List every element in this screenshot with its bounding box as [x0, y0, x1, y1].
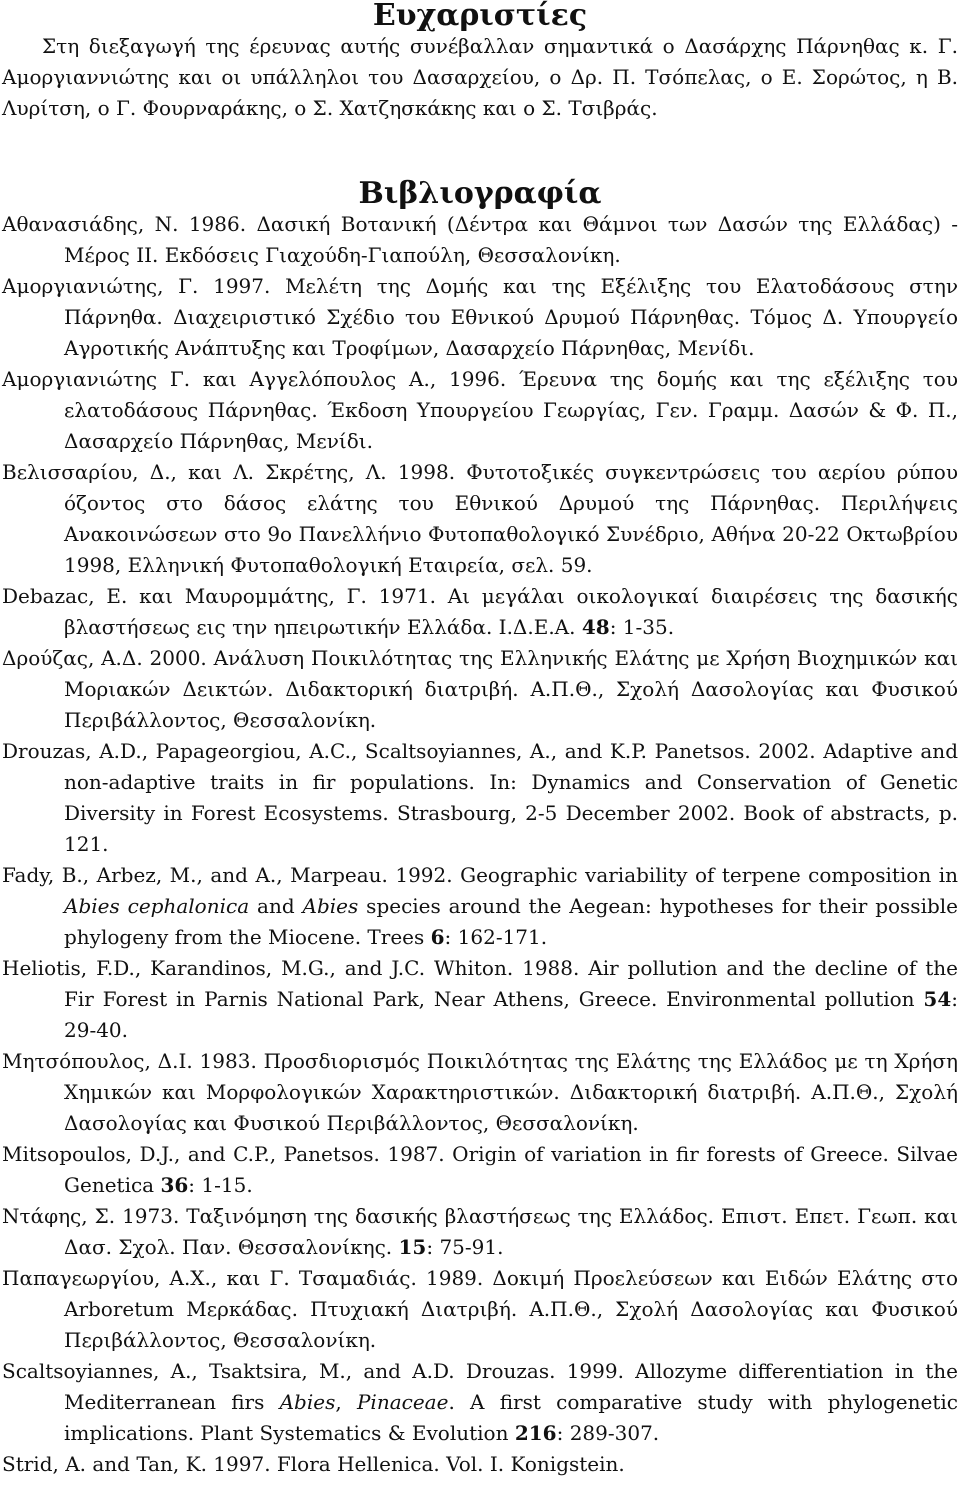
reference-text: . A first comparative study with phylogenetic implications. Plant Systematics & Evolution	[64, 1390, 958, 1445]
reference-entry	[2, 457, 958, 581]
reference-taxon: Abies	[302, 894, 359, 918]
reference-entry	[2, 271, 958, 364]
acknowledgements-heading: Ευχαριστίες	[372, 0, 588, 33]
reference-entry	[2, 1201, 958, 1263]
reference-entry	[2, 209, 958, 271]
reference-volume: 54	[923, 987, 952, 1011]
reference-text: Αμοργιανιώτης, Γ. 1997. Μελέτη της Δομής και της Εξέλιξης του Ελατοδάσους στην Πάρνηθα. Διαχειριστικό Σχέδιο του Εθνικού Δρυμού Πάρνηθας. Τόμος Δ. Υπουργείο Αγροτικής Ανάπτυξης και Τροφίμων, Δασαρχείο Πάρνηθας, Μενίδι.	[2, 274, 958, 360]
reference-volume: 6	[430, 925, 445, 949]
reference-text: Αμοργιανιώτης Γ. και Αγγελόπουλος Α., 1996. Έρευνα της δομής και της εξέλιξης του ελατοδάσους Πάρνηθας. Έκδοση Υπουργείου Γεωργίας, Γεν. Γραμμ. Δασών & Φ. Π., Δασαρχείο Πάρνηθας, Μενίδι.	[2, 367, 958, 453]
reference-text: and	[249, 894, 303, 918]
reference-text: Αθανασιάδης, Ν. 1986. Δασική Βοτανική (Δέντρα και Θάμνοι των Δασών της Ελλάδας) - Μέρος ΙΙ. Εκδόσεις Γιαχούδη-Γιαπούλη, Θεσσαλονίκη.	[2, 212, 958, 267]
acknowledgements-text: Στη διεξαγωγή της έρευνας αυτής συνέβαλλαν σημαντικά ο Δασάρχης Πάρνηθας κ. Γ. Αμοργιαννιώτης και οι υπάλληλοι του Δασαρχείου, ο Δρ. Π. Τσόπελας, ο Ε. Σορώτος, η Β. Λυρίτση, ο Γ. Φουρναράκης, ο Σ. Χατζησκάκης και ο Σ. Τσιβράς.	[2, 34, 958, 120]
reference-text: : 29-40.	[64, 987, 958, 1042]
reference-taxon: Pinaceae	[356, 1390, 449, 1414]
reference-text: : 1-15.	[188, 1173, 253, 1197]
reference-text: : 289-307.	[556, 1421, 660, 1445]
reference-volume: 48	[581, 615, 610, 639]
reference-entry	[2, 581, 958, 643]
reference-volume: 15	[398, 1235, 427, 1259]
reference-entry	[2, 736, 958, 860]
reference-volume: 216	[514, 1421, 557, 1445]
reference-text: Drouzas, A.D., Papageorgiou, A.C., Scaltsoyiannes, A., and K.P. Panetsos. 2002. Adaptive and non-adaptive traits in fir populations. In: Dynamics and Conservation of Genetic Diversity in Forest Ecosystems. Strasbourg, 2-5 December 2002. Book of abstracts, p. 121.	[2, 739, 958, 856]
reference-text: Heliotis, F.D., Karandinos, M.G., and J.C. Whiton. 1988. Air pollution and the decline of the Fir Forest in Parnis National Park, Near Athens, Greece. Environmental pollution	[2, 956, 958, 1011]
reference-text: : 1-35.	[609, 615, 675, 639]
section-gap	[2, 124, 958, 178]
reference-taxon: Abies	[279, 1390, 336, 1414]
reference-entry	[2, 1449, 958, 1480]
reference-text: Ντάφης, Σ. 1973. Ταξινόμηση της δασικής βλαστήσεως της Ελλάδος. Επιστ. Επετ. Γεωπ. και Δασ. Σχολ. Παν. Θεσσαλονίκης.	[2, 1204, 958, 1259]
reference-text: Fady, B., Arbez, M., and A., Marpeau. 1992. Geographic variability of terpene composition in	[2, 863, 958, 887]
reference-text: : 75-91.	[426, 1235, 504, 1259]
reference-entry	[2, 1046, 958, 1139]
reference-entry	[2, 953, 958, 1046]
reference-text: Mitsopoulos, D.J., and C.P., Panetsos. 1987. Origin of variation in fir forests of Greece. Silvae Genetica	[2, 1142, 958, 1197]
reference-volume: 36	[160, 1173, 189, 1197]
reference-text: Debazac, E. και Μαυρομμάτης, Γ. 1971. Αι μεγάλαι οικολογικαί διαιρέσεις της δασικής βλαστήσεως εις την ηπειρωτικήν Ελλάδα. Ι.Δ.Ε.Α.	[2, 584, 958, 639]
reference-text: species around the Aegean: hypotheses for their possible phylogeny from the Miocene. Trees	[64, 894, 958, 949]
reference-entry	[2, 860, 958, 953]
reference-list	[2, 209, 958, 1480]
reference-entry	[2, 364, 958, 457]
reference-entry	[2, 643, 958, 736]
reference-taxon: Abies cephalonica	[64, 894, 250, 918]
reference-text: ,	[335, 1390, 357, 1414]
reference-text: : 162-171.	[444, 925, 548, 949]
reference-text: Μητσόπουλος, Δ.Ι. 1983. Προσδιορισμός Ποικιλότητας της Ελάτης της Ελλάδος με τη Χρήση Χημικών και Μορφολογικών Χαρακτηριστικών. Διδακτορική διατριβή. Α.Π.Θ., Σχολή Δασολογίας και Φυσικού Περιβάλλοντος, Θεσσαλονίκη.	[2, 1049, 958, 1135]
reference-text: Παπαγεωργίου, Α.Χ., και Γ. Τσαμαδιάς. 1989. Δοκιμή Προελεύσεων και Ειδών Ελάτης στο Arboretum Μερκάδας. Πτυχιακή Διατριβή. Α.Π.Θ., Σχολή Δασολογίας και Φυσικού Περιβάλλοντος, Θεσσαλονίκη.	[2, 1266, 958, 1352]
reference-text: Βελισσαρίου, Δ., και Λ. Σκρέτης, Λ. 1998. Φυτοτοξικές συγκεντρώσεις του αερίου ρύπου όζοντος στο δάσος ελάτης του Εθνικού Δρυμού της Πάρνηθας. Περιλήψεις Ανακοινώσεων στο 9ο Πανελλήνιο Φυτοπαθολογικό Συνέδριο, Αθήνα 20-22 Οκτωβρίου 1998, Ελληνική Φυτοπαθολογική Εταιρεία, σελ. 59.	[2, 460, 958, 577]
reference-text: Δρούζας, Α.Δ. 2000. Ανάλυση Ποικιλότητας της Ελληνικής Ελάτης με Χρήση Βιοχημικών και Μοριακών Δεικτών. Διδακτορική διατριβή. Α.Π.Θ., Σχολή Δασολογίας και Φυσικού Περιβάλλοντος, Θεσσαλονίκη.	[2, 646, 958, 732]
reference-entry	[2, 1263, 958, 1356]
reference-text: Strid, A. and Tan, K. 1997. Flora Hellenica. Vol. I. Konigstein.	[2, 1452, 625, 1476]
reference-entry	[2, 1356, 958, 1449]
reference-entry	[2, 1139, 958, 1201]
bibliography-heading: Βιβλιογραφία	[358, 176, 602, 211]
reference-text: Scaltsoyiannes, A., Tsaktsira, M., and A.D. Drouzas. 1999. Allozyme differentiation in the Mediterranean firs	[2, 1359, 958, 1414]
